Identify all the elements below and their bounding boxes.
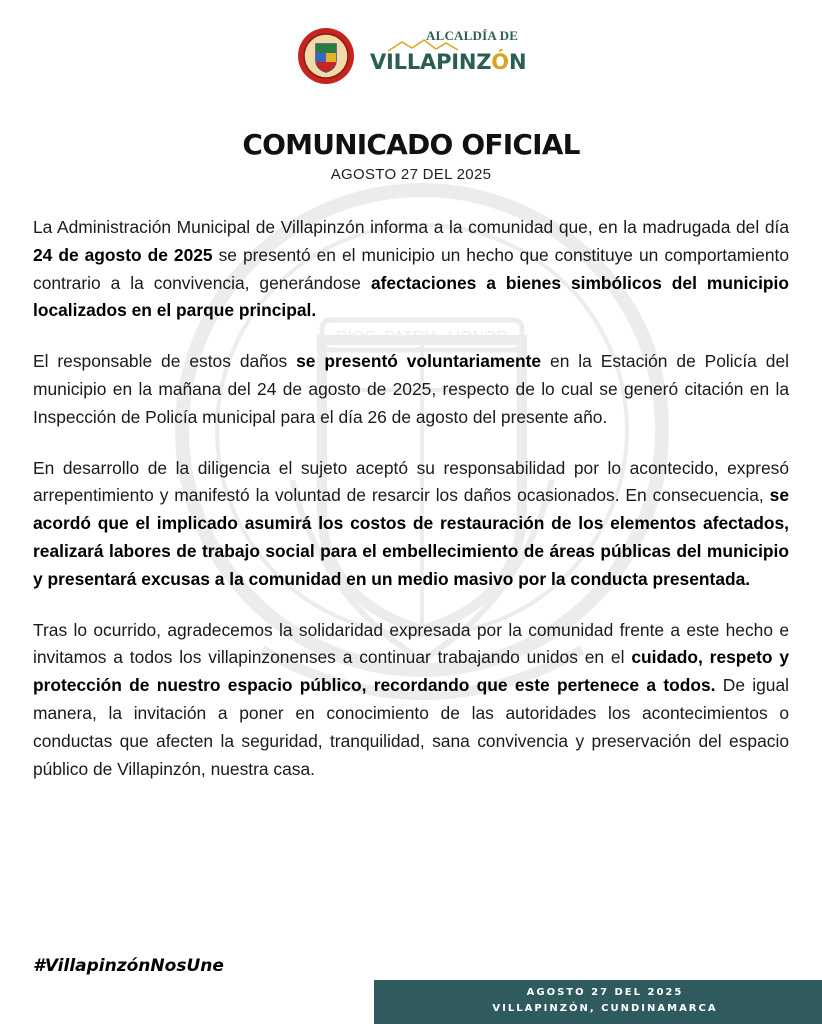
text-run: En desarrollo de la diligencia el sujeto aceptó su responsabilidad por lo acontecido, expresó arrepentimiento y manifestó la voluntad de resarcir los daños ocasionados. En consecuencia, bbox=[33, 457, 789, 506]
communique-body bbox=[33, 214, 789, 806]
bold-text-run: afectaciones a bienes simbólicos del municipio localizados en el parque principal. bbox=[33, 272, 789, 321]
brand-top-text: ALCALDÍA DE bbox=[426, 28, 519, 43]
paragraph bbox=[33, 455, 789, 594]
municipal-coat-of-arms-icon bbox=[297, 27, 355, 85]
text-run: en la Estación de Policía del municipio en la mañana del 24 de agosto de 2025, respecto de lo cual se generó citación en la Inspección de Policía municipal para el día 26 de agosto del presente año. bbox=[33, 351, 789, 427]
communique-date: AGOSTO 27 DEL 2025 bbox=[330, 166, 492, 183]
bold-text-run: se presentó voluntariamente bbox=[296, 351, 542, 372]
brand-logo bbox=[368, 28, 528, 84]
footer-location: VILLAPINZÓN, CUNDINAMARCA bbox=[492, 1003, 718, 1014]
text-run: La Administración Municipal de Villapinzón informa a la comunidad que, en la madrugada del día bbox=[33, 217, 789, 237]
text-run: se presentó en el municipio un hecho que constituye un comportamiento contrario a la convivencia, generándose bbox=[33, 244, 790, 293]
header bbox=[0, 26, 822, 86]
hashtag: #VillapinzónNosUne bbox=[33, 956, 224, 976]
text-run: El responsable de estos daños bbox=[33, 351, 297, 372]
text-run: Tras lo ocurrido, agradecemos la solidaridad expresada por la comunidad frente a este hecho e invitamos a todos los villapinzonenses a continuar trabajando unidos en el bbox=[33, 619, 789, 668]
paragraph bbox=[33, 214, 789, 325]
paragraph bbox=[33, 348, 789, 431]
watermark-motto: DIOS, PATRIA, HONOR bbox=[336, 329, 508, 346]
footer-date: AGOSTO 27 DEL 2025 bbox=[526, 987, 684, 998]
bold-text-run: se acordó que el implicado asumirá los costos de restauración de los elementos afectados, realizará labores de trabajo social para el embellecimiento de áreas públicas del municipio y presentará excusas a la comunidad en un medio masivo por la conducta presentada. bbox=[33, 485, 789, 589]
paragraph bbox=[33, 617, 789, 784]
bold-text-run: cuidado, respeto y protección de nuestro espacio público, recordando que este pertenece a todos. bbox=[33, 647, 790, 696]
page-title: COMUNICADO OFICIAL bbox=[242, 128, 580, 161]
bold-text-run: 24 de agosto de 2025 bbox=[33, 244, 213, 265]
brand-main-text: VILLAPINZÓN bbox=[370, 50, 527, 74]
text-run: De igual manera, la invitación a poner en conocimiento de las autoridades los acontecimientos o conductas que afecten la seguridad, tranquilidad, sana convivencia y preservación del espacio público de Villapinzón, nuestra casa. bbox=[33, 675, 789, 779]
